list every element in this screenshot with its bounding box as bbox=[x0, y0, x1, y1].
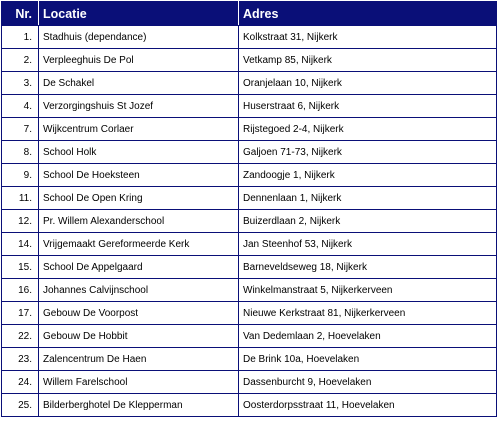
cell-locatie: De Schakel bbox=[39, 72, 239, 95]
cell-nr: 14. bbox=[2, 233, 39, 256]
header-adres: Adres bbox=[239, 2, 497, 26]
cell-locatie: Gebouw De Hobbit bbox=[39, 325, 239, 348]
cell-adres: Galjoen 71-73, Nijkerk bbox=[239, 141, 497, 164]
cell-adres: Dassenburcht 9, Hoevelaken bbox=[239, 371, 497, 394]
table-row bbox=[2, 279, 497, 302]
cell-nr: 12. bbox=[2, 210, 39, 233]
cell-nr: 1. bbox=[2, 26, 39, 49]
cell-adres: Buizerdlaan 2, Nijkerk bbox=[239, 210, 497, 233]
cell-adres: Rijstegoed 2-4, Nijkerk bbox=[239, 118, 497, 141]
table-row bbox=[2, 325, 497, 348]
cell-nr: 16. bbox=[2, 279, 39, 302]
cell-nr: 11. bbox=[2, 187, 39, 210]
table-row bbox=[2, 95, 497, 118]
table-row bbox=[2, 302, 497, 325]
cell-nr: 7. bbox=[2, 118, 39, 141]
table-row bbox=[2, 118, 497, 141]
cell-adres: Kolkstraat 31, Nijkerk bbox=[239, 26, 497, 49]
cell-adres: Vetkamp 85, Nijkerk bbox=[239, 49, 497, 72]
cell-adres: Winkelmanstraat 5, Nijkerkerveen bbox=[239, 279, 497, 302]
table-row bbox=[2, 210, 497, 233]
cell-adres: Zandoogje 1, Nijkerk bbox=[239, 164, 497, 187]
table-row bbox=[2, 164, 497, 187]
cell-locatie: Zalencentrum De Haen bbox=[39, 348, 239, 371]
cell-nr: 17. bbox=[2, 302, 39, 325]
cell-adres: Van Dedemlaan 2, Hoevelaken bbox=[239, 325, 497, 348]
table-row bbox=[2, 49, 497, 72]
cell-locatie: Willem Farelschool bbox=[39, 371, 239, 394]
cell-nr: 15. bbox=[2, 256, 39, 279]
header-locatie: Locatie bbox=[39, 2, 239, 26]
table-row bbox=[2, 141, 497, 164]
cell-adres: Dennenlaan 1, Nijkerk bbox=[239, 187, 497, 210]
cell-nr: 23. bbox=[2, 348, 39, 371]
cell-nr: 4. bbox=[2, 95, 39, 118]
cell-locatie: Verzorgingshuis St Jozef bbox=[39, 95, 239, 118]
table-row bbox=[2, 233, 497, 256]
cell-locatie: School Holk bbox=[39, 141, 239, 164]
cell-locatie: Stadhuis (dependance) bbox=[39, 26, 239, 49]
cell-nr: 9. bbox=[2, 164, 39, 187]
header-nr: Nr. bbox=[2, 2, 39, 26]
cell-adres: Oosterdorpsstraat 11, Hoevelaken bbox=[239, 394, 497, 417]
cell-adres: Jan Steenhof 53, Nijkerk bbox=[239, 233, 497, 256]
table-row bbox=[2, 26, 497, 49]
cell-locatie: Wijkcentrum Corlaer bbox=[39, 118, 239, 141]
table-row bbox=[2, 394, 497, 417]
cell-nr: 2. bbox=[2, 49, 39, 72]
cell-locatie: School De Hoeksteen bbox=[39, 164, 239, 187]
table-row bbox=[2, 256, 497, 279]
cell-nr: 24. bbox=[2, 371, 39, 394]
cell-locatie: School De Open Kring bbox=[39, 187, 239, 210]
table-header bbox=[2, 2, 497, 26]
table-row bbox=[2, 348, 497, 371]
table-body bbox=[2, 26, 497, 417]
table-row bbox=[2, 187, 497, 210]
cell-nr: 8. bbox=[2, 141, 39, 164]
cell-adres: Huserstraat 6, Nijkerk bbox=[239, 95, 497, 118]
cell-adres: Nieuwe Kerkstraat 81, Nijkerkerveen bbox=[239, 302, 497, 325]
cell-locatie: Vrijgemaakt Gereformeerde Kerk bbox=[39, 233, 239, 256]
cell-locatie: Gebouw De Voorpost bbox=[39, 302, 239, 325]
cell-adres: Oranjelaan 10, Nijkerk bbox=[239, 72, 497, 95]
cell-locatie: Bilderberghotel De Klepperman bbox=[39, 394, 239, 417]
cell-adres: Barneveldseweg 18, Nijkerk bbox=[239, 256, 497, 279]
cell-locatie: School De Appelgaard bbox=[39, 256, 239, 279]
cell-nr: 22. bbox=[2, 325, 39, 348]
cell-locatie: Pr. Willem Alexanderschool bbox=[39, 210, 239, 233]
locations-table bbox=[1, 1, 497, 417]
header-row bbox=[2, 2, 497, 26]
cell-locatie: Verpleeghuis De Pol bbox=[39, 49, 239, 72]
cell-adres: De Brink 10a, Hoevelaken bbox=[239, 348, 497, 371]
cell-nr: 25. bbox=[2, 394, 39, 417]
cell-locatie: Johannes Calvijnschool bbox=[39, 279, 239, 302]
table-row bbox=[2, 371, 497, 394]
cell-nr: 3. bbox=[2, 72, 39, 95]
table-row bbox=[2, 72, 497, 95]
